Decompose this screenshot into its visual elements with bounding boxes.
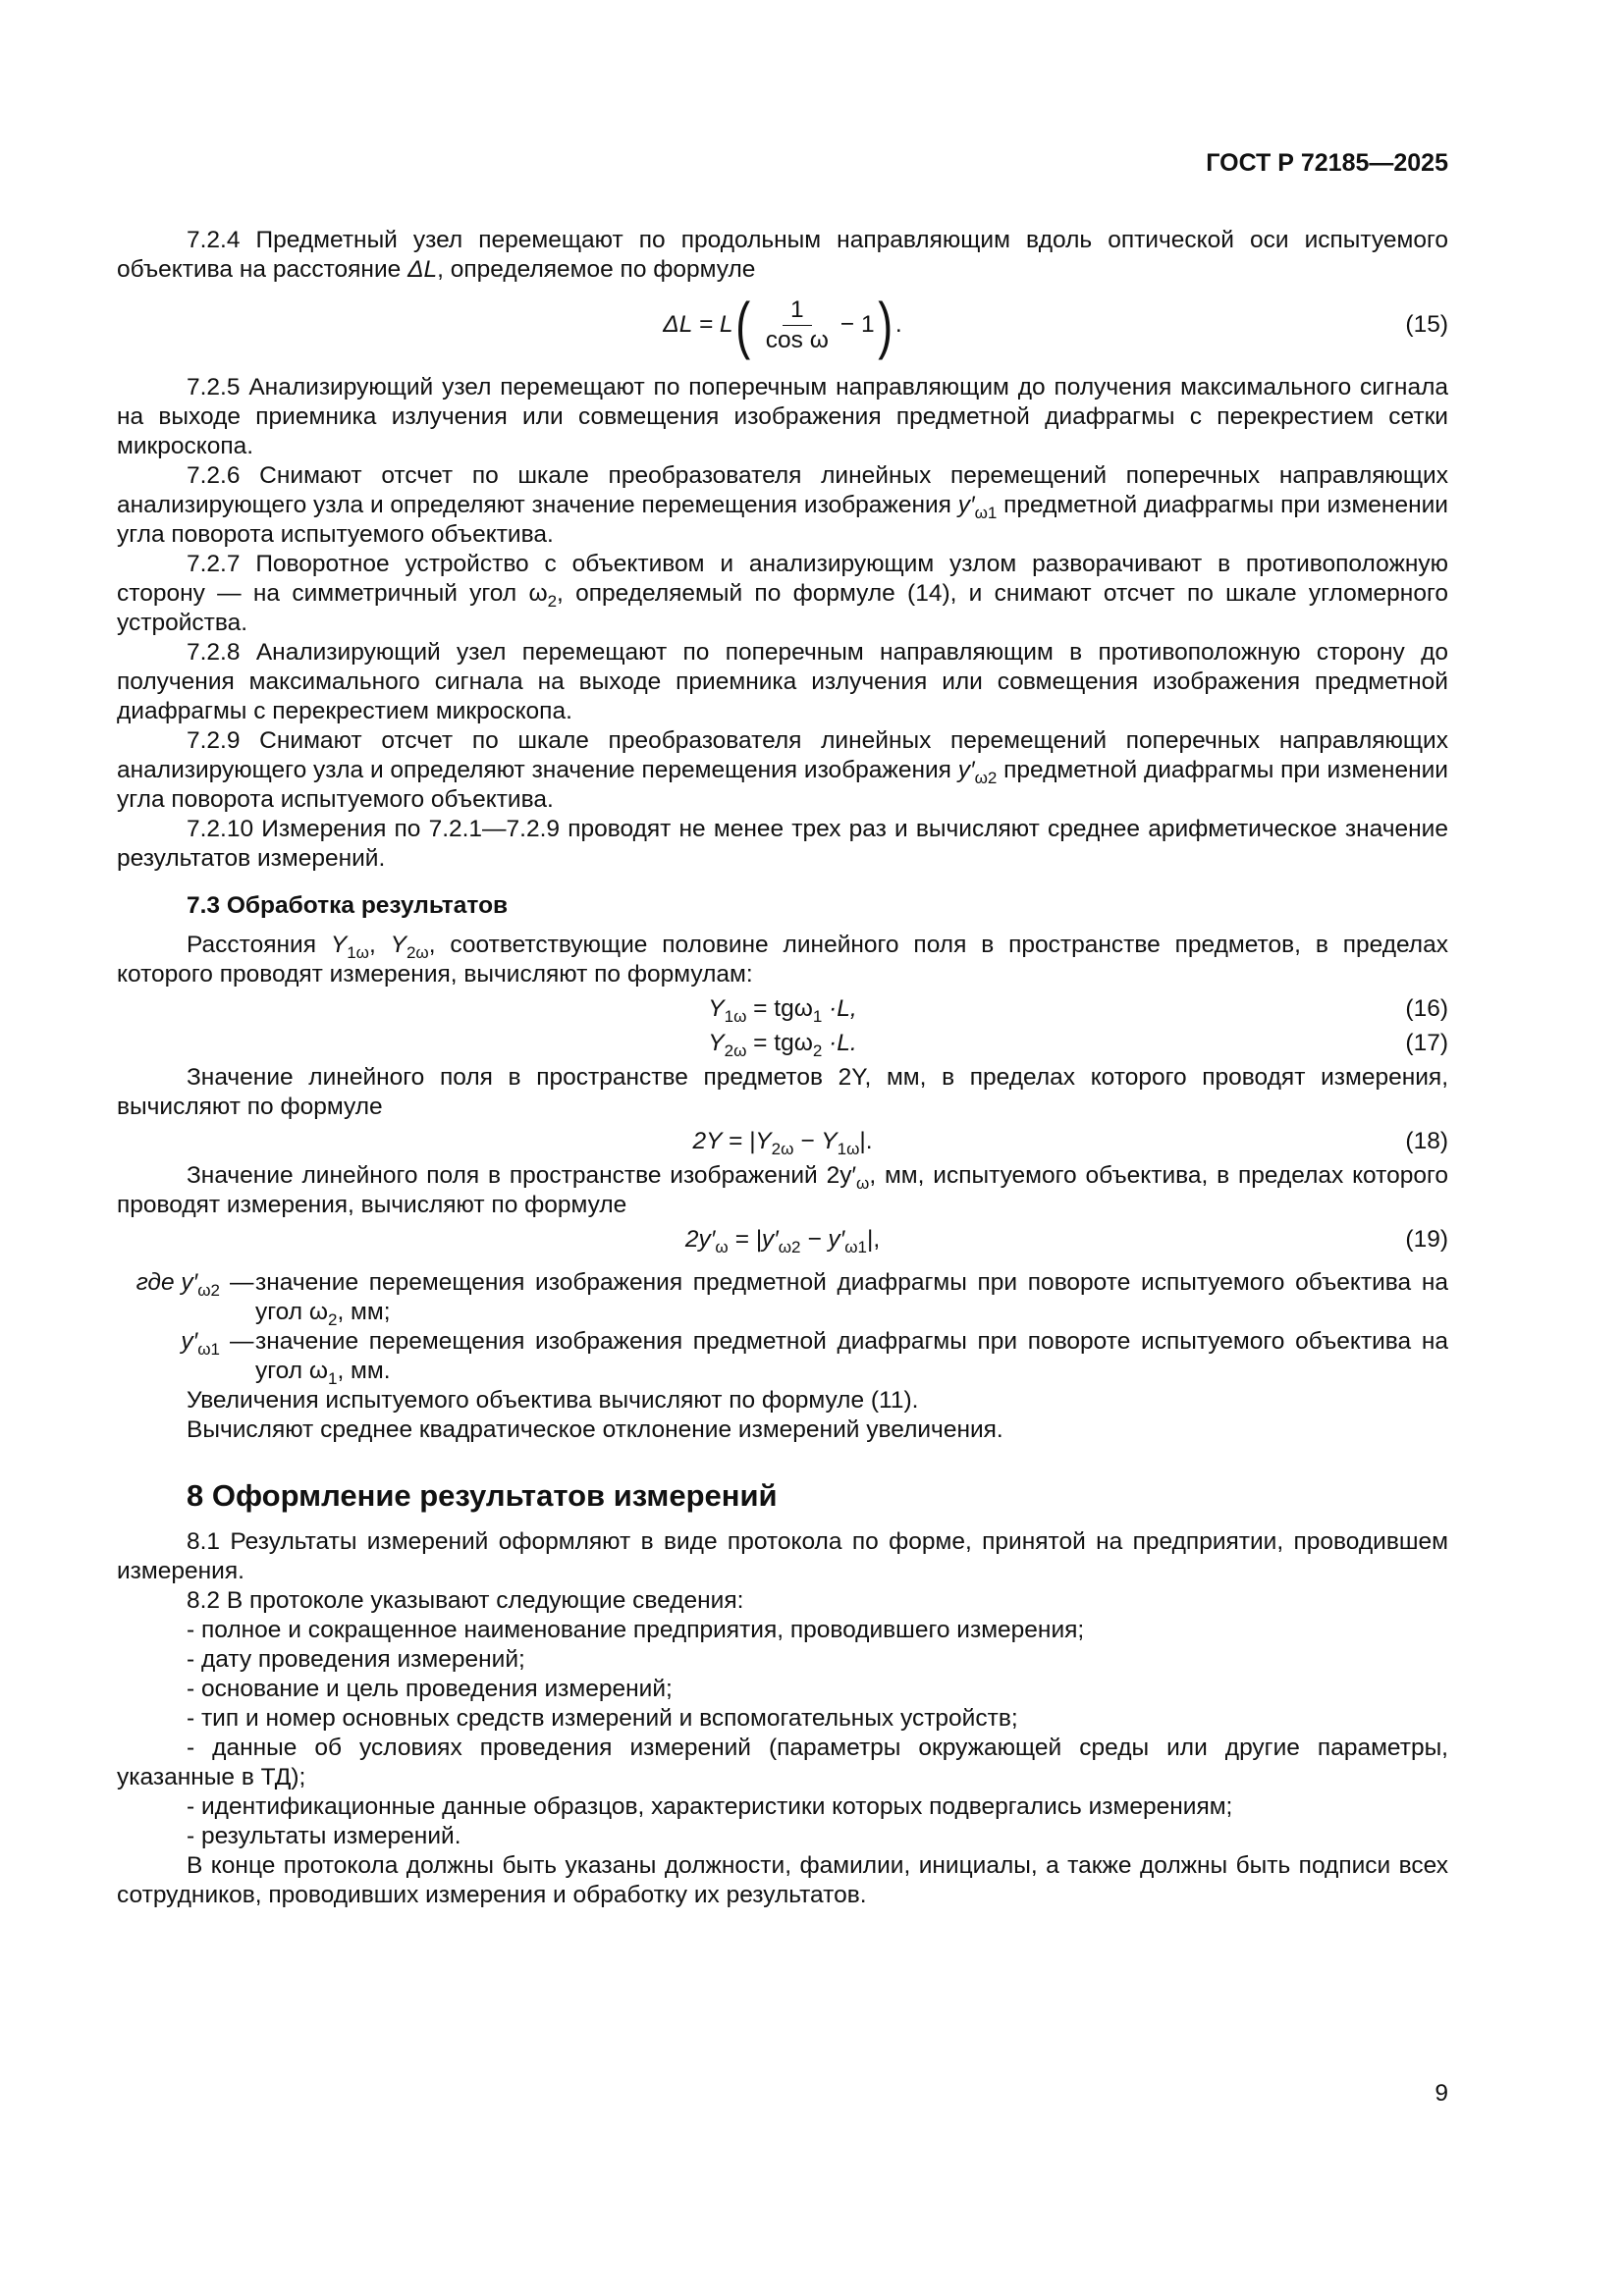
formula-17-number: (17) bbox=[1405, 1030, 1448, 1056]
formula-15-lhs: ΔL = L bbox=[663, 311, 733, 338]
f19-d: |, bbox=[866, 1226, 881, 1253]
img-sub: ω bbox=[856, 1174, 870, 1193]
left-paren: ( bbox=[735, 290, 751, 360]
f18-s2: 1ω bbox=[837, 1140, 860, 1158]
p729-a: 7.2.9 Снимают отсчет по шкале преобразователя линейных перемещений поперечных направляющих анализирующего узла и определяют значение перемещения изображения bbox=[117, 727, 1448, 783]
list-item: - идентификационные данные образцов, характеристики которых подвергались измерениям; bbox=[187, 1793, 1233, 1820]
paragraph-linear-field-images bbox=[117, 1161, 1448, 1220]
p729-sym: y′ bbox=[957, 757, 975, 783]
formula-16 bbox=[117, 994, 1448, 1024]
paragraph-7-2-9 bbox=[117, 726, 1448, 815]
paragraph-7-2-6 bbox=[117, 461, 1448, 550]
formula-15 bbox=[117, 285, 1448, 365]
list-item: - результаты измерений. bbox=[187, 1823, 461, 1849]
f17-lhs: Y bbox=[708, 1030, 725, 1056]
p724-text: 7.2.4 Предметный узел перемещают по продольным направляющим вдоль оптической оси испытуемого объектива на расстояние bbox=[117, 227, 1448, 283]
list-item: - основание и цель проведения измерений; bbox=[187, 1676, 673, 1702]
list-item: - полное и сокращенное наименование предприятия, проводившего измерения; bbox=[187, 1617, 1085, 1643]
formula-17 bbox=[117, 1029, 1448, 1058]
var-y2: Y bbox=[390, 932, 406, 958]
definitions-list bbox=[117, 1268, 1448, 1386]
paragraph-linear-field-objects: Значение линейного поля в пространстве предметов 2Y, мм, в пределах которого проводят измерения, вычисляют по формуле bbox=[117, 1064, 1448, 1120]
formula-15-rest: − 1 bbox=[839, 311, 875, 338]
section-7-3-title: 7.3 Обработка результатов bbox=[187, 892, 509, 919]
def-tend: , мм. bbox=[337, 1358, 391, 1384]
def-text: значение перемещения изображения предметной диафрагмы при повороте испытуемого объектива на угол ω bbox=[255, 1269, 1448, 1325]
intro-b: , соответствующие половине линейного поля в пространстве предметов, в пределах которого проводят измерения, вычисляют по формулам: bbox=[117, 932, 1448, 988]
formula-18 bbox=[117, 1127, 1448, 1156]
p729-sub: ω2 bbox=[974, 769, 998, 787]
list-item: - тип и номер основных средств измерений и вспомогательных устройств; bbox=[187, 1705, 1018, 1732]
f16-mid: = tgω bbox=[746, 995, 813, 1022]
f19-c: − y′ bbox=[800, 1226, 845, 1253]
list-item: - данные об условиях проведения измерений (параметры окружающей среды или другие параметры, указанные в ТД); bbox=[117, 1735, 1448, 1790]
definition-symbol bbox=[117, 1327, 230, 1386]
f19-s2: ω1 bbox=[844, 1238, 867, 1256]
f19-s1: ω2 bbox=[778, 1238, 801, 1256]
def-tsub: 2 bbox=[327, 1310, 338, 1329]
def-dash: — bbox=[230, 1269, 254, 1296]
f17-lsub: 2ω bbox=[724, 1041, 747, 1060]
p727-b: , определяемый по формуле (14), и снимают отсчет по шкале угломерного устройства. bbox=[117, 580, 1448, 636]
fraction-denominator: cos ω bbox=[765, 326, 829, 353]
document-header: ГОСТ Р 72185—2025 bbox=[1206, 149, 1448, 177]
f16-lsub: 1ω bbox=[724, 1007, 747, 1026]
page-number: 9 bbox=[1435, 2080, 1448, 2107]
paragraph-protocol-end: В конце протокола должны быть указаны должности, фамилии, инициалы, а также должны быть подписи всех сотрудников, проводивших измерения и обработку их результатов. bbox=[117, 1852, 1448, 1908]
right-paren: ) bbox=[877, 290, 893, 360]
f19-a: 2y′ bbox=[684, 1226, 716, 1253]
f16-lhs: Y bbox=[708, 995, 725, 1022]
paragraph-7-3-intro bbox=[117, 931, 1448, 989]
f18-s1: 2ω bbox=[771, 1140, 794, 1158]
paragraph-std-deviation: Вычисляют среднее квадратическое отклонение измерений увеличения. bbox=[187, 1416, 1003, 1443]
def-tend: , мм; bbox=[337, 1299, 391, 1325]
formula-15-number: (15) bbox=[1405, 311, 1448, 338]
formula-19 bbox=[117, 1225, 1448, 1255]
paragraph-7-2-4 bbox=[117, 226, 1448, 285]
p726-sym: y′ bbox=[957, 492, 975, 518]
def-text: значение перемещения изображения предметной диафрагмы при повороте испытуемого объектива на угол ω bbox=[255, 1328, 1448, 1384]
page-content bbox=[117, 226, 1448, 1910]
formula-15-period: . bbox=[894, 311, 902, 338]
fraction-numerator: 1 bbox=[783, 295, 812, 326]
p727-sub: 2 bbox=[547, 592, 558, 611]
p727-a: 7.2.7 Поворотное устройство с объективом и анализирующим узлом разворачивают в противоположную сторону — на симметричный угол ω bbox=[117, 551, 1448, 607]
def-sub: ω2 bbox=[197, 1281, 220, 1300]
formula-16-number: (16) bbox=[1405, 995, 1448, 1022]
f19-s0: ω bbox=[715, 1238, 729, 1256]
img-a: Значение линейного поля в пространстве изображений 2y′ bbox=[187, 1162, 857, 1189]
paragraph-7-2-10: 7.2.10 Измерения по 7.2.1—7.2.9 проводят не менее трех раз и вычисляют среднее арифметическое значение результатов измерений. bbox=[117, 816, 1448, 872]
f17-mid: = tgω bbox=[746, 1030, 813, 1056]
paragraph-8-1: 8.1 Результаты измерений оформляют в виде протокола по форме, принятой на предприятии, проводившем измерения. bbox=[117, 1528, 1448, 1584]
f18-c: |. bbox=[859, 1128, 873, 1154]
p729-b: предметной диафрагмы при изменении угла поворота испытуемого объектива. bbox=[117, 757, 1448, 813]
intro-a: Расстояния bbox=[187, 932, 331, 958]
def-lbl: где y′ bbox=[135, 1269, 198, 1296]
sub-1w: 1ω bbox=[347, 943, 369, 962]
formula-18-number: (18) bbox=[1405, 1128, 1448, 1154]
f16-rhs: ·L, bbox=[822, 995, 857, 1022]
paragraph-7-2-7 bbox=[117, 550, 1448, 638]
f18-b: − Y bbox=[793, 1128, 838, 1154]
list-item: - дату проведения измерений; bbox=[187, 1646, 525, 1673]
p726-sub: ω1 bbox=[974, 504, 998, 522]
def-dash: — bbox=[230, 1328, 254, 1355]
delta-l-var: ΔL bbox=[407, 256, 438, 283]
paragraph-magnification: Увеличения испытуемого объектива вычисляют по формуле (11). bbox=[187, 1387, 919, 1414]
p726-b: предметной диафрагмы при изменении угла поворота испытуемого объектива. bbox=[117, 492, 1448, 548]
def-tsub: 1 bbox=[327, 1369, 338, 1388]
f16-msub: 1 bbox=[812, 1007, 823, 1026]
definition-symbol bbox=[117, 1268, 230, 1327]
f19-b: = |y′ bbox=[728, 1226, 779, 1253]
comma: , bbox=[368, 932, 391, 958]
definition-item bbox=[117, 1327, 1448, 1386]
p724-tail: , определяемое по формуле bbox=[437, 256, 756, 283]
def-lbl: y′ bbox=[181, 1328, 198, 1355]
var-y1: Y bbox=[330, 932, 348, 958]
fraction bbox=[760, 295, 835, 355]
sub-2w: 2ω bbox=[406, 943, 429, 962]
section-8-title: 8 Оформление результатов измерений bbox=[187, 1478, 778, 1513]
paragraph-8-2: 8.2 В протоколе указывают следующие сведения: bbox=[187, 1587, 744, 1614]
img-b: , мм, испытуемого объектива, в пределах которого проводят измерения, вычисляют по формуле bbox=[117, 1162, 1448, 1218]
f17-rhs: ·L. bbox=[822, 1030, 857, 1056]
f17-msub: 2 bbox=[812, 1041, 823, 1060]
formula-19-number: (19) bbox=[1405, 1226, 1448, 1253]
definition-text bbox=[255, 1268, 1448, 1327]
definition-item bbox=[117, 1268, 1448, 1327]
f18-a: 2Y = |Y bbox=[692, 1128, 772, 1154]
paragraph-7-2-8: 7.2.8 Анализирующий узел перемещают по поперечным направляющим в противоположную сторону до получения максимального сигнала на выходе приемника излучения или совмещения изображения предметной диафрагмы с перекрестием микроскопа. bbox=[117, 639, 1448, 724]
def-sub: ω1 bbox=[197, 1340, 220, 1359]
p726-a: 7.2.6 Снимают отсчет по шкале преобразователя линейных перемещений поперечных направляющих анализирующего узла и определяют значение перемещения изображения bbox=[117, 462, 1448, 518]
paragraph-7-2-5: 7.2.5 Анализирующий узел перемещают по поперечным направляющим до получения максимального сигнала на выходе приемника излучения или совмещения изображения предметной диафрагмы с перекрестием сетки микроскопа. bbox=[117, 374, 1448, 459]
definition-text bbox=[255, 1327, 1448, 1386]
protocol-items-list bbox=[117, 1616, 1448, 1851]
